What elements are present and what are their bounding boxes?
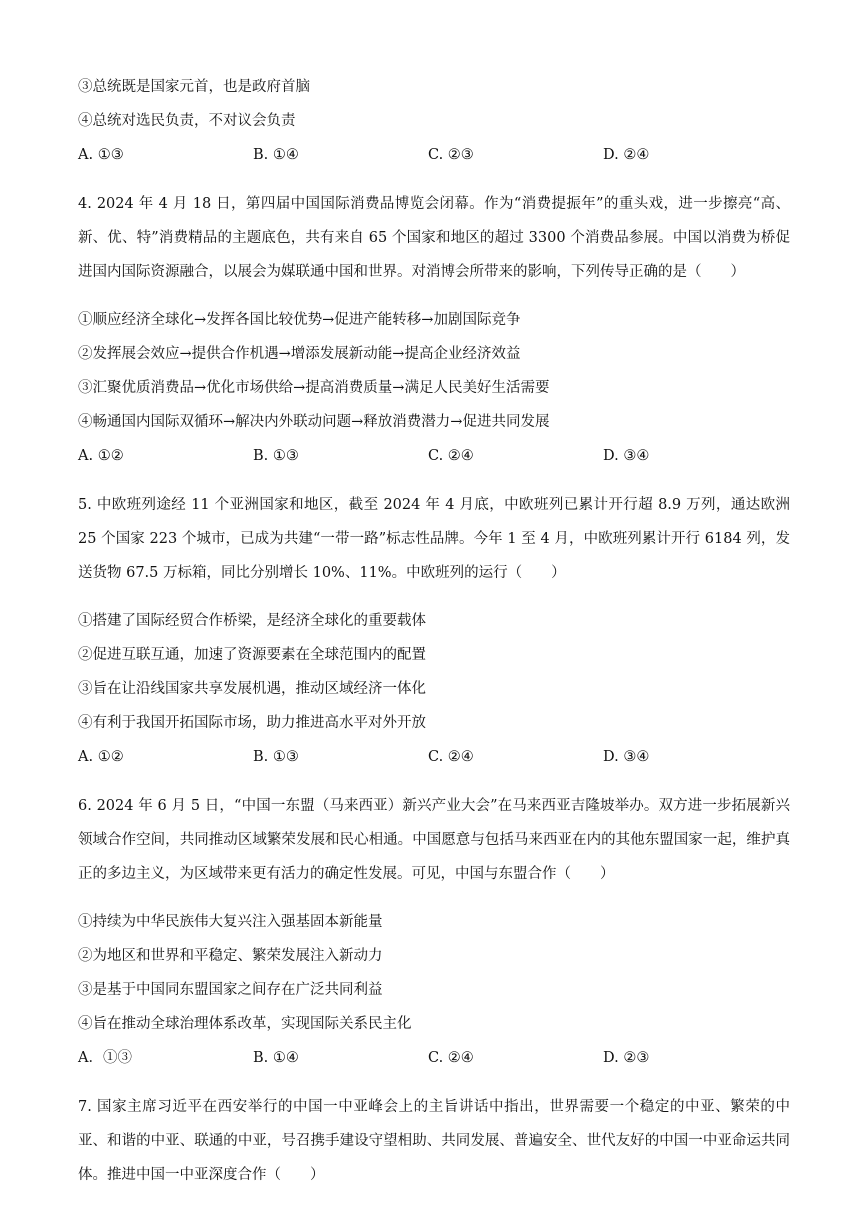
q5-choice-2: ②促进互联互通，加速了资源要素在全球范围内的配置 — [78, 647, 426, 663]
q5-answer-options — [78, 740, 790, 774]
q3-option-c[interactable]: C. ②③ — [428, 147, 474, 163]
q5-option-a[interactable]: A. ①② — [78, 749, 124, 765]
q6-option-d[interactable]: D. ②③ — [603, 1050, 650, 1066]
q6-choice-3: ③是基于中国同东盟国家之间存在广泛共同利益 — [78, 982, 383, 998]
q4-choice-2: ②发挥展会效应→提供合作机遇→增添发展新动能→提高企业经济效益 — [78, 346, 521, 362]
q3-option-d[interactable]: D. ②④ — [603, 147, 650, 163]
q6-answer-options — [78, 1041, 790, 1075]
q5-choice-4: ④有利于我国开拓国际市场，助力推进高水平对外开放 — [78, 715, 426, 731]
q5-stem: 5. 中欧班列途经 11 个亚洲国家和地区，截至 2024 年 4 月底，中欧班列已累计开行超 8.9 万列，通达欧洲 25 个国家 223 个城市，已成为共建“一带一路”标志性品牌。今年 1 至 4 月，中欧班列累计开行 6184 列，发送货物 67.5 万标箱，同比分别增长 10%、11%。中欧班列的运行（ ） — [78, 496, 790, 581]
question-6 — [78, 789, 790, 1076]
q5-option-c[interactable]: C. ②④ — [428, 749, 474, 765]
q3-choice-3: ③总统既是国家元首，也是政府首脑 — [78, 79, 310, 95]
q6-option-b[interactable]: B. ①④ — [253, 1050, 299, 1066]
q4-answer-options — [78, 439, 790, 473]
q4-choice-4: ④畅通国内国际双循环→解决内外联动问题→释放消费潜力→促进共同发展 — [78, 414, 550, 430]
q7-stem: 7. 国家主席习近平在西安举行的中国一中亚峰会上的主旨讲话中指出，世界需要一个稳定的中亚、繁荣的中亚、和谐的中亚、联通的中亚，号召携手建设守望相助、共同发展、普遍安全、世代友好的中国一中亚命运共同体。推进中国一中亚深度合作（ ） — [78, 1098, 790, 1183]
q4-stem: 4. 2024 年 4 月 18 日，第四届中国国际消费品博览会闭幕。作为“消费提振年”的重头戏，进一步擦亮“高、新、优、特”消费精品的主题底色，共有来自 65 个国家和地区的超过 3300 个消费品参展。中国以消费为桥促进国内国际资源融合，以展会为媒联通中国和世界。对消博会所带来的影响，下列传导正确的是（ ） — [78, 195, 790, 280]
q6-choice-2: ②为地区和世界和平稳定、繁荣发展注入新动力 — [78, 948, 383, 964]
exam-page — [78, 70, 790, 1206]
q5-option-d[interactable]: D. ③④ — [603, 749, 650, 765]
q4-choice-3: ③汇聚优质消费品→优化市场供给→提高消费质量→满足人民美好生活需要 — [78, 380, 550, 396]
q3-option-a[interactable]: A. ①③ — [78, 147, 124, 163]
q5-option-b[interactable]: B. ①③ — [253, 749, 299, 765]
q5-choice-3: ③旨在让沿线国家共享发展机遇，推动区域经济一体化 — [78, 681, 426, 697]
q6-option-c[interactable]: C. ②④ — [428, 1050, 474, 1066]
q4-option-d[interactable]: D. ③④ — [603, 448, 650, 464]
question-7 — [78, 1090, 790, 1192]
question-5 — [78, 488, 790, 775]
q6-choice-4: ④旨在推动全球治理体系改革，实现国际关系民主化 — [78, 1016, 412, 1032]
question-3-tail — [78, 70, 790, 172]
q4-choice-1: ①顺应经济全球化→发挥各国比较优势→促进产能转移→加剧国际竞争 — [78, 312, 521, 328]
q3-answer-options — [78, 138, 790, 172]
q4-option-a[interactable]: A. ①② — [78, 448, 124, 464]
q3-option-b[interactable]: B. ①④ — [253, 147, 299, 163]
q4-option-c[interactable]: C. ②④ — [428, 448, 474, 464]
q3-choice-4: ④总统对选民负责，不对议会负责 — [78, 113, 296, 129]
q4-option-b[interactable]: B. ①③ — [253, 448, 299, 464]
q6-stem: 6. 2024 年 6 月 5 日，“中国一东盟（马来西亚）新兴产业大会”在马来西亚吉隆坡举办。双方进一步拓展新兴领域合作空间，共同推动区域繁荣发展和民心相通。中国愿意与包括马来西亚在内的其他东盟国家一起，维护真正的多边主义，为区域带来更有活力的确定性发展。可见，中国与东盟合作（ ） — [78, 797, 790, 882]
q5-choice-1: ①搭建了国际经贸合作桥梁，是经济全球化的重要载体 — [78, 613, 426, 629]
q6-option-a[interactable]: A．①③ — [78, 1050, 132, 1066]
q6-choice-1: ①持续为中华民族伟大复兴注入强基固本新能量 — [78, 914, 383, 930]
question-4 — [78, 187, 790, 474]
